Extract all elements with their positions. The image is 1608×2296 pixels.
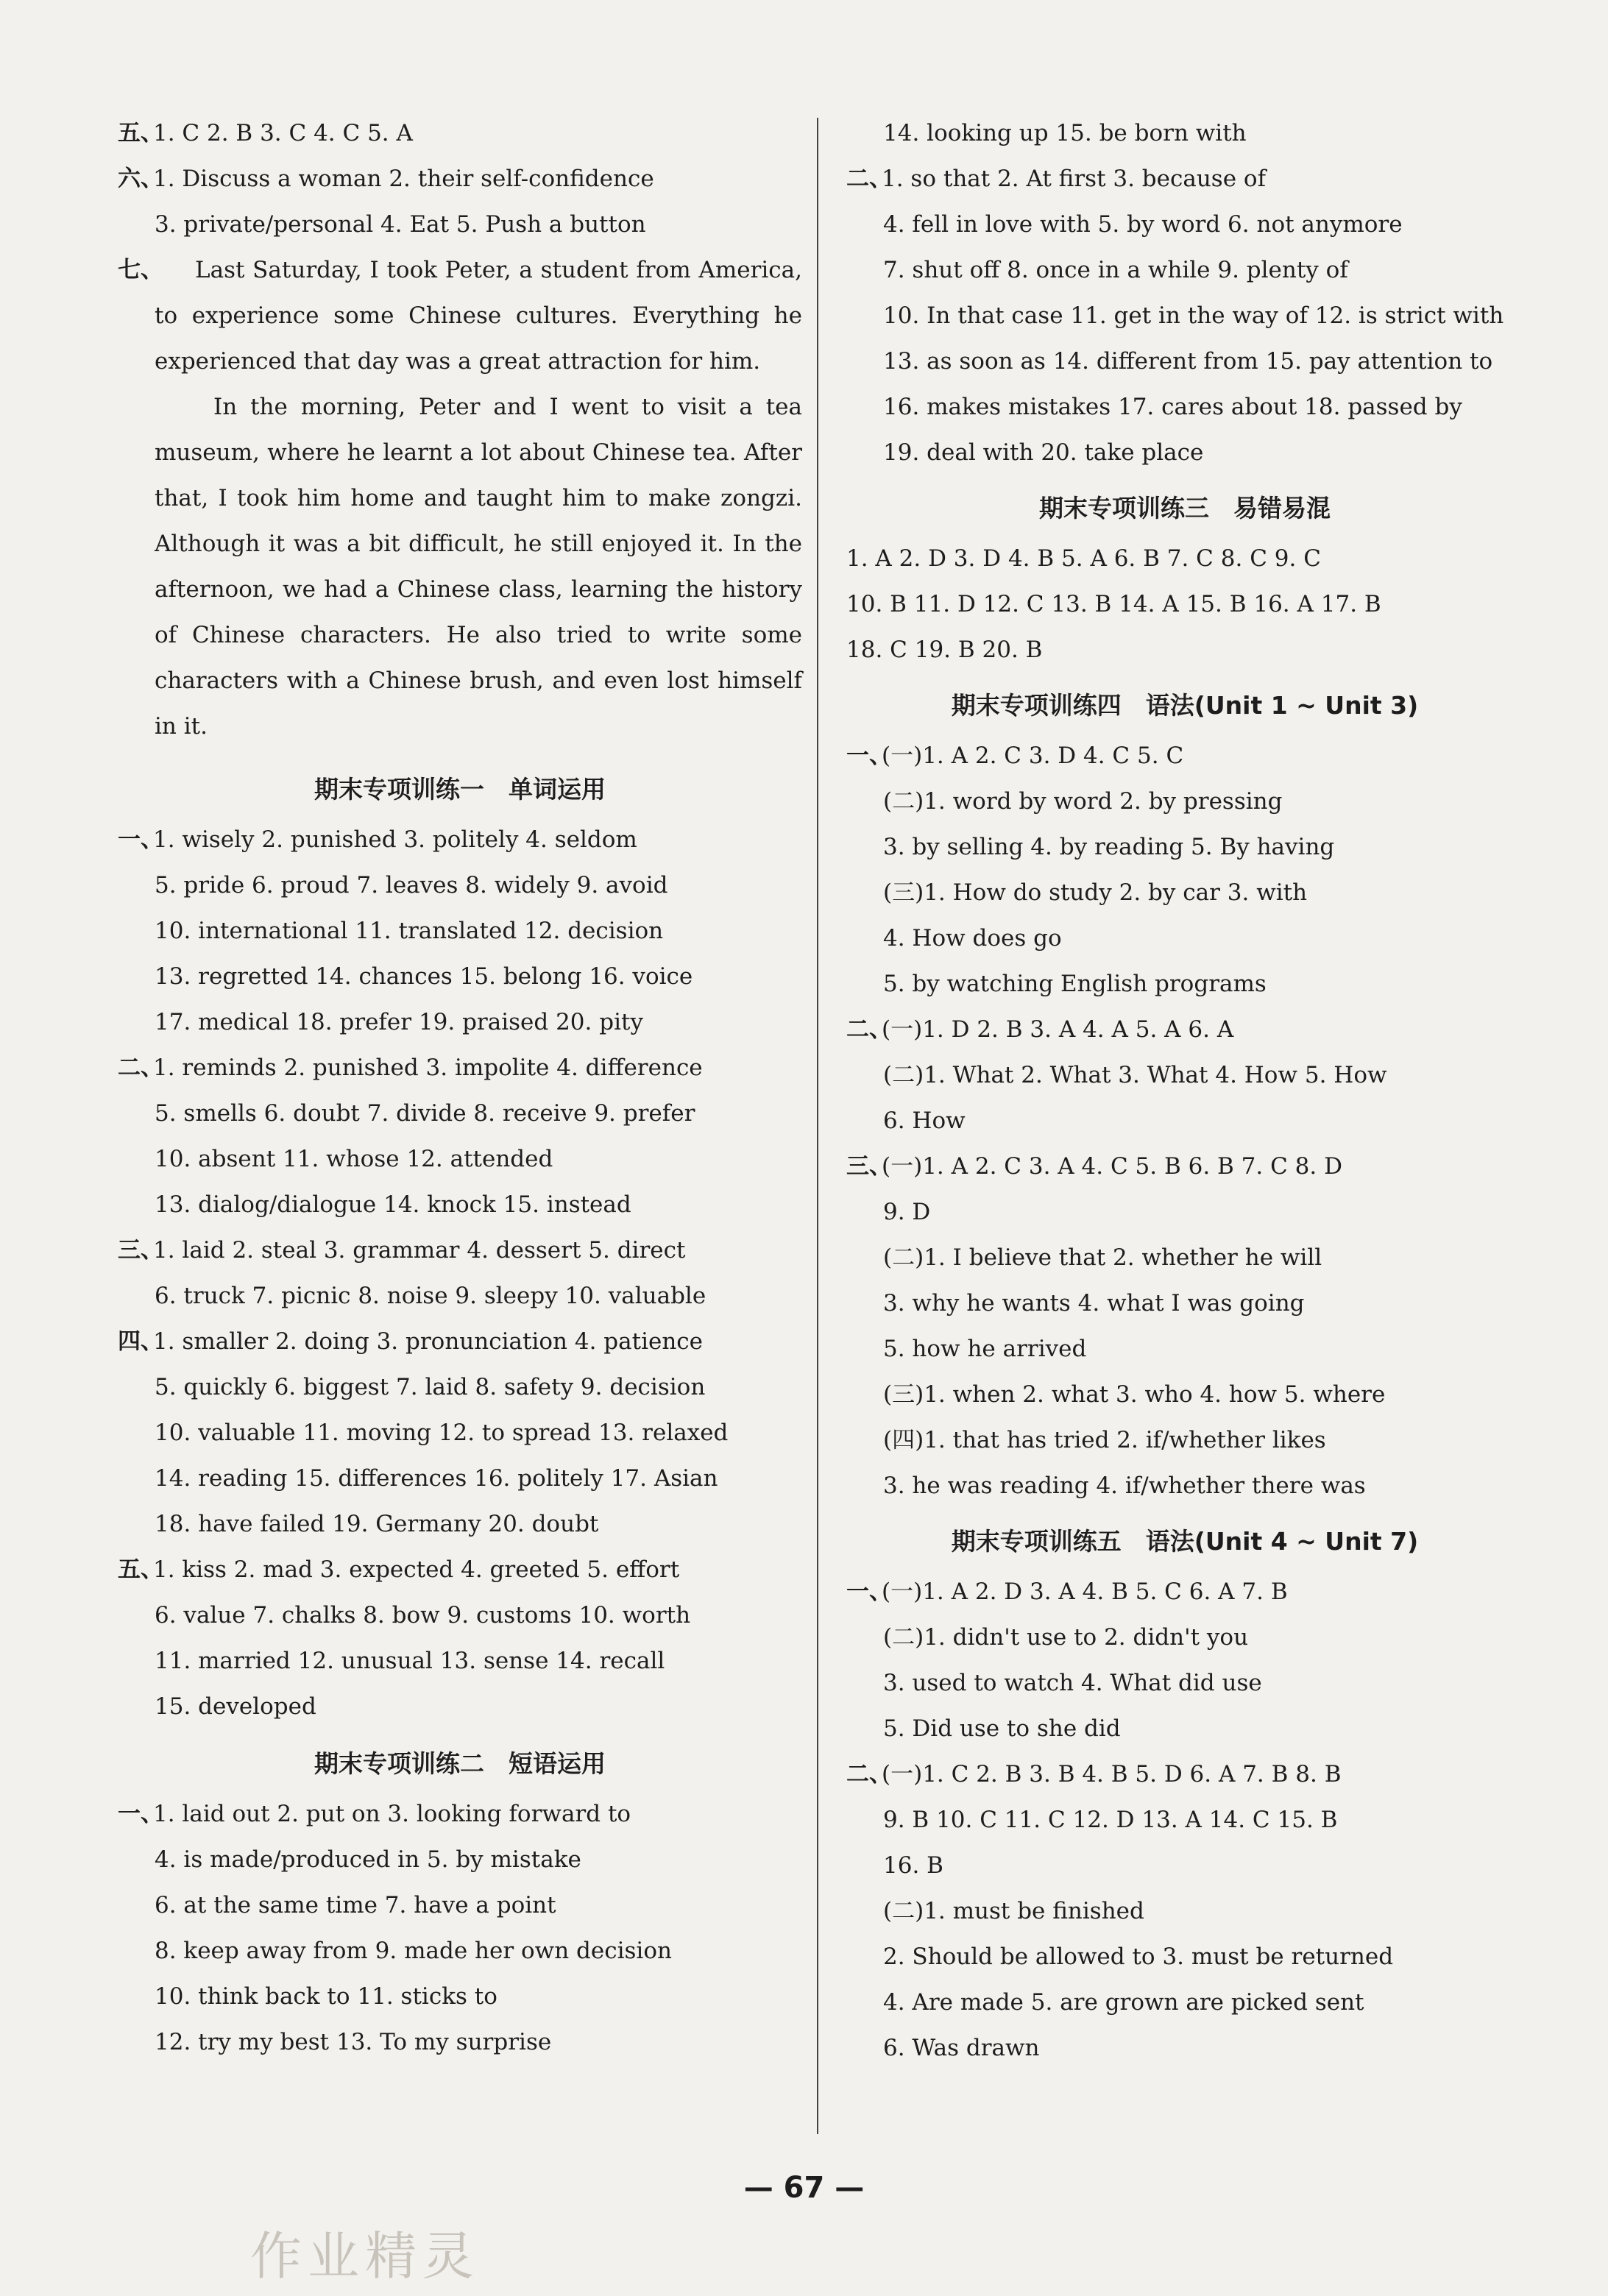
answer-text: 10. B 11. D 12. C 13. B 14. A 15. B 16. A 17. B xyxy=(846,591,1381,617)
answer-line xyxy=(846,1888,1523,1934)
answer-text: 3. why he wants 4. what I was going xyxy=(883,1290,1305,1317)
answer-line xyxy=(118,862,802,908)
answer-text: 1. wisely 2. punished 3. politely 4. seldom xyxy=(153,826,637,853)
answer-text: 4. Are made 5. are grown are picked sent xyxy=(883,1989,1364,2016)
answer-line xyxy=(118,1045,802,1091)
answer-text: 17. medical 18. prefer 19. praised 20. pity xyxy=(155,1009,643,1035)
answer-text: (二)1. word by word 2. by pressing xyxy=(883,788,1283,815)
answer-text: (一)1. C 2. B 3. B 4. B 5. D 6. A 7. B 8. B xyxy=(882,1761,1342,1787)
answer-line xyxy=(846,1569,1523,1615)
answer-line xyxy=(846,1326,1523,1372)
answer-line xyxy=(846,1751,1523,1797)
answer-text: 13. as soon as 14. different from 15. pay attention to xyxy=(883,348,1493,375)
answer-line xyxy=(846,156,1523,202)
answer-text: 1. reminds 2. punished 3. impolite 4. difference xyxy=(153,1055,703,1081)
answer-text: 3. used to watch 4. What did use xyxy=(883,1670,1262,1696)
answer-text: 4. How does go xyxy=(883,925,1062,952)
answer-text: 6. truck 7. picnic 8. noise 9. sleepy 10. valuable xyxy=(155,1283,706,1309)
answer-line xyxy=(118,1364,802,1410)
section-label: 五、 xyxy=(118,120,163,146)
section-heading: 期末专项训练五 语法(Unit 4 ~ Unit 7) xyxy=(951,1527,1419,1556)
answer-line xyxy=(846,1144,1523,1189)
answer-line xyxy=(846,293,1523,339)
section-label: 五、 xyxy=(118,1556,163,1583)
answer-text: 4. is made/produced in 5. by mistake xyxy=(155,1846,581,1873)
answer-text: (三)1. when 2. what 3. who 4. how 5. where xyxy=(883,1381,1386,1408)
answer-line xyxy=(846,202,1523,247)
answer-text: (四)1. that has tried 2. if/whether likes xyxy=(883,1427,1326,1453)
answer-line xyxy=(846,915,1523,961)
answer-text: 6. How xyxy=(883,1108,966,1134)
answer-line xyxy=(846,581,1523,627)
answer-text: 1. Discuss a woman 2. their self-confidence xyxy=(153,166,654,192)
section-label: 三、 xyxy=(118,1237,163,1264)
answer-line xyxy=(846,1843,1523,1888)
column-divider xyxy=(817,118,818,2134)
answer-text: 13. regretted 14. chances 15. belong 16. voice xyxy=(155,963,693,990)
right-column xyxy=(846,110,1523,2071)
section-label: 一、 xyxy=(118,1801,163,1827)
section-label: 三、 xyxy=(846,1153,892,1180)
answer-line xyxy=(118,1182,802,1227)
answer-text: 4. fell in love with 5. by word 6. not anymore xyxy=(883,211,1403,238)
answer-line xyxy=(846,961,1523,1007)
answer-text: 1. so that 2. At first 3. because of xyxy=(882,166,1267,192)
answer-text: (一)1. D 2. B 3. A 4. A 5. A 6. A xyxy=(882,1016,1234,1043)
answer-line xyxy=(846,1706,1523,1751)
answer-text: 7. shut off 8. once in a while 9. plenty of xyxy=(883,257,1348,283)
answer-text: 18. C 19. B 20. B xyxy=(846,637,1043,663)
answer-line xyxy=(846,1235,1523,1280)
answer-text: 6. Was drawn xyxy=(883,2035,1040,2061)
section-label: 七、 xyxy=(118,257,163,283)
answer-line xyxy=(118,1684,802,1729)
answer-line xyxy=(846,1660,1523,1706)
answer-text: 1. C 2. B 3. C 4. C 5. A xyxy=(153,120,413,146)
answer-text: 14. looking up 15. be born with xyxy=(883,120,1247,146)
answer-text: 2. Should be allowed to 3. must be returned xyxy=(883,1944,1394,1970)
answer-line xyxy=(846,1797,1523,1843)
answer-line xyxy=(846,1372,1523,1417)
section-label: 二、 xyxy=(118,1055,163,1081)
answer-line xyxy=(846,1980,1523,2025)
answer-line xyxy=(118,1136,802,1182)
answer-text: 5. quickly 6. biggest 7. laid 8. safety 9. decision xyxy=(155,1374,706,1400)
answer-line xyxy=(846,824,1523,870)
answer-text: 9. D xyxy=(883,1199,931,1225)
answer-line xyxy=(118,1319,802,1364)
answer-text: (二)1. must be finished xyxy=(883,1898,1144,1924)
answer-text: 15. developed xyxy=(155,1693,316,1720)
answer-line xyxy=(846,1007,1523,1052)
answer-line xyxy=(118,1091,802,1136)
answer-text: 1. laid 2. steal 3. grammar 4. dessert 5. direct xyxy=(153,1237,686,1264)
answer-text: (一)1. A 2. D 3. A 4. B 5. C 6. A 7. B xyxy=(882,1578,1288,1605)
answer-section xyxy=(118,817,802,1729)
answer-line xyxy=(118,999,802,1045)
answer-text: 10. absent 11. whose 12. attended xyxy=(155,1146,553,1172)
answer-text: 5. pride 6. proud 7. leaves 8. widely 9. avoid xyxy=(155,872,668,899)
answer-text: 1. smaller 2. doing 3. pronunciation 4. patience xyxy=(153,1328,703,1355)
section-label: 一、 xyxy=(118,826,163,853)
answer-line xyxy=(118,817,802,862)
answer-line xyxy=(118,1974,802,2019)
answer-line xyxy=(846,733,1523,779)
answer-text: (二)1. I believe that 2. whether he will xyxy=(883,1244,1322,1271)
answer-text: 3. by selling 4. by reading 5. By having xyxy=(883,834,1335,860)
answer-text: 3. he was reading 4. if/whether there was xyxy=(883,1473,1366,1499)
answer-text: 16. B xyxy=(883,1852,943,1879)
answer-text: 10. international 11. translated 12. decision xyxy=(155,918,664,944)
answer-line xyxy=(118,1227,802,1273)
answer-line xyxy=(118,1592,802,1638)
answer-text: 5. smells 6. doubt 7. divide 8. receive 9. prefer xyxy=(155,1100,695,1127)
answer-line xyxy=(118,1501,802,1547)
essay-paragraph: In the morning, Peter and I went to visit a tea museum, where he learnt a lot about Chinese tea. After that, I took him home and taught him to make zongzi. Although it was a bit difficult, he still enjoyed it. In the afternoon, we had a Chinese class, learning the history of Chinese characters. He also tried to write some characters with a Chinese brush, and even lost himself in it. xyxy=(155,394,802,740)
answer-line xyxy=(846,247,1523,293)
answer-line xyxy=(118,1547,802,1592)
answer-line xyxy=(846,779,1523,824)
answer-line xyxy=(118,1410,802,1456)
answer-text: 1. A 2. D 3. D 4. B 5. A 6. B 7. C 8. C 9. C xyxy=(846,545,1321,572)
answer-text: 1. kiss 2. mad 3. expected 4. greeted 5. effort xyxy=(153,1556,680,1583)
answer-line xyxy=(846,339,1523,384)
section-label: 二、 xyxy=(846,1761,892,1787)
answer-section xyxy=(846,733,1523,1509)
section-label: 二、 xyxy=(846,166,892,192)
answer-text: 14. reading 15. differences 16. politely 17. Asian xyxy=(155,1465,718,1492)
answer-line xyxy=(118,1273,802,1319)
answer-line xyxy=(118,954,802,999)
answer-line xyxy=(846,1615,1523,1660)
section-label: 一、 xyxy=(846,743,892,769)
section-label: 一、 xyxy=(846,1578,892,1605)
answer-text: 9. B 10. C 11. C 12. D 13. A 14. C 15. B xyxy=(883,1807,1338,1833)
answer-text: 13. dialog/dialogue 14. knock 15. instead xyxy=(155,1191,631,1218)
answer-text: 10. valuable 11. moving 12. to spread 13. relaxed xyxy=(155,1420,729,1446)
left-column xyxy=(118,110,802,2065)
essay-block xyxy=(118,247,802,749)
answer-line xyxy=(846,2025,1523,2071)
answer-line xyxy=(846,430,1523,475)
answer-text: 12. try my best 13. To my surprise xyxy=(155,2029,552,2055)
answer-line xyxy=(118,1638,802,1684)
section-heading: 期末专项训练三 易错易混 xyxy=(1039,494,1331,522)
answer-text: (二)1. didn't use to 2. didn't you xyxy=(883,1624,1249,1651)
answer-line xyxy=(118,156,802,202)
section-heading: 期末专项训练四 语法(Unit 1 ~ Unit 3) xyxy=(951,691,1419,720)
answer-line xyxy=(846,536,1523,581)
section-heading: 期末专项训练一 单词运用 xyxy=(314,775,606,804)
page-number: — 67 — xyxy=(743,2171,865,2205)
answer-line xyxy=(118,1837,802,1882)
answer-line xyxy=(846,1280,1523,1326)
answer-line xyxy=(846,1463,1523,1509)
answer-line xyxy=(846,1417,1523,1463)
answer-text: (三)1. How do study 2. by car 3. with xyxy=(883,879,1308,906)
answer-line xyxy=(846,1189,1523,1235)
watermark-text: 作业精灵 xyxy=(250,2226,480,2286)
answer-text: 6. value 7. chalks 8. bow 9. customs 10. worth xyxy=(155,1602,691,1629)
answer-text: 19. deal with 20. take place xyxy=(883,439,1204,466)
answer-line xyxy=(846,627,1523,673)
answer-line xyxy=(118,2019,802,2065)
answer-line xyxy=(118,908,802,954)
answer-text: 10. think back to 11. sticks to xyxy=(155,1983,497,2010)
essay-paragraph: Last Saturday, I took Peter, a student from America, to experience some Chinese cultures. Everything he experienced that day was a great attraction for him. xyxy=(155,257,802,375)
answer-text: 16. makes mistakes 17. cares about 18. passed by xyxy=(883,394,1462,420)
answer-text: (一)1. A 2. C 3. A 4. C 5. B 6. B 7. C 8. D xyxy=(882,1153,1342,1180)
answer-line xyxy=(118,1456,802,1501)
answer-text: 5. how he arrived xyxy=(883,1336,1087,1362)
answer-line xyxy=(118,1882,802,1928)
answer-text: 11. married 12. unusual 13. sense 14. recall xyxy=(155,1648,665,1674)
answer-text: 10. In that case 11. get in the way of 12. is strict with xyxy=(883,302,1504,329)
answer-line xyxy=(846,1098,1523,1144)
answer-section xyxy=(118,1791,802,2065)
answer-text: 5. by watching English programs xyxy=(883,971,1267,997)
answer-section xyxy=(846,110,1523,475)
answer-line xyxy=(846,384,1523,430)
answer-section xyxy=(846,536,1523,673)
answer-line xyxy=(846,870,1523,915)
answer-text: 18. have failed 19. Germany 20. doubt xyxy=(155,1511,599,1537)
answer-text: (一)1. A 2. C 3. D 4. C 5. C xyxy=(882,743,1184,769)
answer-line xyxy=(118,1928,802,1974)
answer-line xyxy=(846,1934,1523,1980)
answer-line xyxy=(846,1052,1523,1098)
answer-text: 3. private/personal 4. Eat 5. Push a button xyxy=(155,211,646,238)
answer-line xyxy=(118,110,802,156)
answer-text: 8. keep away from 9. made her own decision xyxy=(155,1938,672,1964)
answer-text: 6. at the same time 7. have a point xyxy=(155,1892,556,1918)
answer-section xyxy=(846,1569,1523,2071)
answer-line xyxy=(846,110,1523,156)
answer-line xyxy=(118,202,802,247)
answer-text: 1. laid out 2. put on 3. looking forward to xyxy=(153,1801,631,1827)
section-label: 二、 xyxy=(846,1016,892,1043)
section-label: 四、 xyxy=(118,1328,163,1355)
answer-line xyxy=(118,1791,802,1837)
answer-text: (二)1. What 2. What 3. What 4. How 5. How xyxy=(883,1062,1387,1088)
answer-text: 5. Did use to she did xyxy=(883,1715,1121,1742)
section-heading: 期末专项训练二 短语运用 xyxy=(314,1749,606,1778)
section-label: 六、 xyxy=(118,166,163,192)
